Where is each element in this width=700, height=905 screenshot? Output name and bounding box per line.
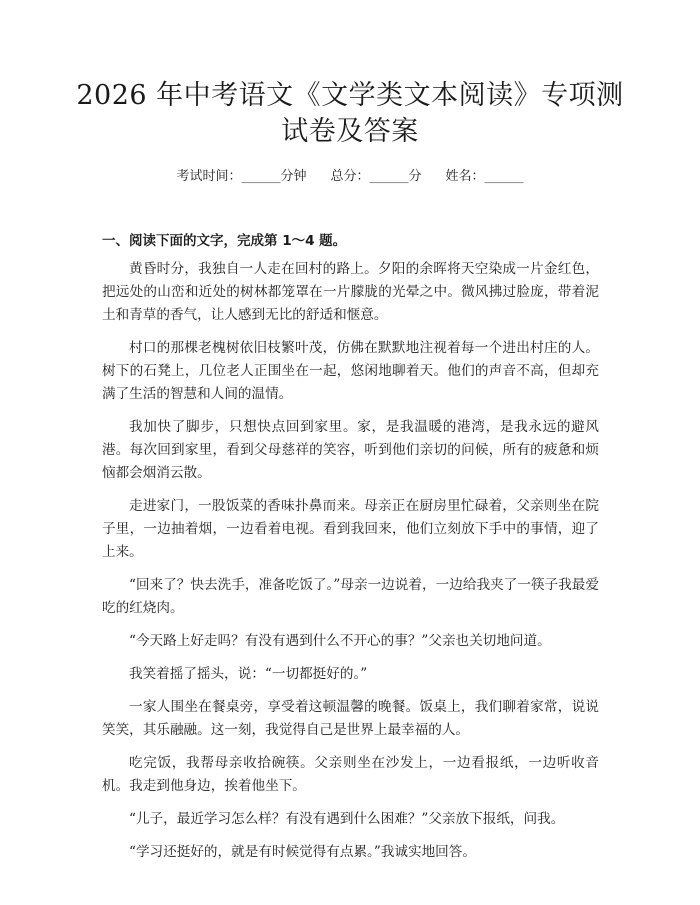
exam-info-line [0,167,700,187]
passage-paragraph: 吃完饭，我帮母亲收拾碗筷。父亲则坐在沙发上，一边看报纸，一边听收音机。我走到他身边，挨着他坐下。 [102,755,599,794]
passage-paragraph: 一家人围坐在餐桌旁，享受着这顿温馨的晚餐。饭桌上，我们聊着家常，说说笑笑，其乐融融。这一刻，我觉得自己是世界上最幸福的人。 [102,699,599,738]
passage-paragraph: “学习还挺好的，就是有时候觉得有点累。”我诚实地回答。 [129,844,476,860]
name-blank: ______ [484,169,524,184]
passage-paragraph: “儿子，最近学习怎么样？有没有遇到什么困难？”父亲放下报纸，问我。 [129,811,565,827]
passage-body [102,258,599,874]
passage-paragraph: 走进家门，一股饭菜的香味扑鼻而来。母亲正在厨房里忙碌着，父亲则坐在院子里，一边抽着烟，一边看着电视。看到我回来，他们立刻放下手中的事情，迎了上来。 [102,498,599,560]
document-title [60,78,640,150]
passage-paragraph: 我笑着摇了摇头，说：“一切都挺好的。” [129,666,368,682]
time-blank: ______分钟 [241,169,307,184]
passage-paragraph: 黄昏时分，我独自一人走在回村的路上。夕阳的余晖将天空染成一片金红色，把远处的山峦和近处的树林都笼罩在一片朦胧的光晕之中。微风拂过脸庞，带着泥土和青草的香气，让人感到无比的舒适和惬意。 [102,261,599,323]
passage-paragraph: “今天路上好走吗？有没有遇到什么不开心的事？”父亲也关切地问道。 [129,633,551,649]
time-label: 考试时间： [176,169,242,184]
score-blank: ______分 [369,169,422,184]
name-label: 姓名： [445,169,485,184]
passage-paragraph: “回来了？快去洗手，准备吃饭了。”母亲一边说着，一边给我夹了一筷子我最爱吃的红烧肉。 [102,577,599,616]
title-line-1: 2026 年中考语文《文学类文本阅读》专项测 [76,80,624,111]
title-line-2: 试卷及答案 [281,116,419,147]
section-heading: 一、阅读下面的文字，完成第 1～4 题。 [102,233,347,249]
score-label: 总分： [330,169,370,184]
passage-paragraph: 我加快了脚步，只想快点回到家里。家，是我温暖的港湾，是我永远的避风港。每次回到家里，看到父母慈祥的笑容，听到他们亲切的问候，所有的疲惫和烦恼都会烟消云散。 [102,419,599,481]
passage-paragraph: 村口的那棵老槐树依旧枝繁叶茂，仿佛在默默地注视着每一个进出村庄的人。树下的石凳上，几位老人正围坐在一起，悠闲地聊着天。他们的声音不高，但却充满了生活的智慧和人间的温情。 [102,340,599,402]
